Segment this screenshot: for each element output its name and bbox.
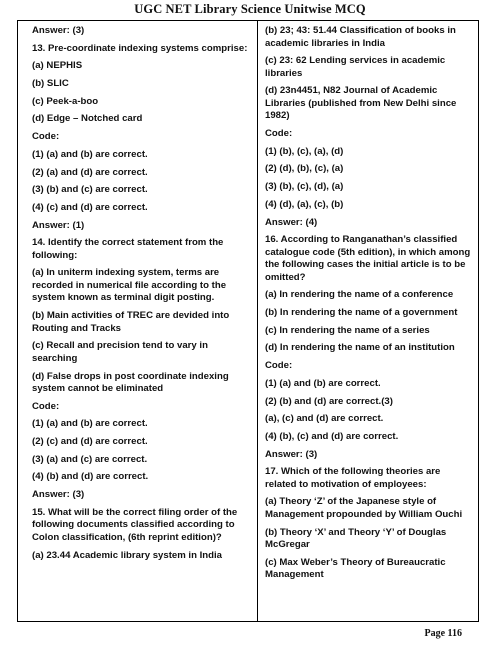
left-column-line: Answer: (3) — [32, 25, 85, 36]
right-column-line: (a) Theory ‘Z’ of the Japanese style of Management propounded by William Ouchi — [265, 496, 463, 520]
left-column-line: (1) (a) and (b) are correct. — [32, 148, 148, 160]
right-column-line: (a) In rendering the name of a conference — [265, 289, 454, 301]
column-divider — [257, 21, 258, 621]
left-column-line: (c) Peek-a-boo — [32, 95, 99, 107]
left-column-line: Code: — [32, 131, 60, 143]
left-column-line: (4) (c) and (d) are correct. — [32, 201, 148, 213]
left-column-line: 15. What will be the correct filing order of the following documents classified according to Colon classification, (6th reprint edition)? — [32, 506, 238, 543]
right-column-line: Code: — [265, 128, 293, 140]
left-column — [32, 25, 250, 567]
left-column-line: (a) In uniterm indexing system, terms are recorded in numerical file according to the system known as terminal digit posting. — [32, 267, 227, 304]
right-column-line: (4) (b), (c) and (d) are correct. — [265, 430, 399, 442]
right-column-line: Code: — [265, 360, 293, 372]
left-column-line: (3) (b) and (c) are correct. — [32, 184, 148, 196]
left-column-line: 13. Pre-coordinate indexing systems comprise: — [32, 42, 248, 54]
left-column-line: (2) (c) and (d) are correct. — [32, 436, 148, 448]
right-column-line: (b) In rendering the name of a government — [265, 307, 458, 319]
right-column-line: (2) (b) and (d) are correct.(3) — [265, 395, 393, 407]
left-column-line: (4) (b) and (d) are correct. — [32, 471, 149, 483]
right-column-line: (1) (b), (c), (a), (d) — [265, 145, 344, 157]
right-column-line: 17. Which of the following theories are related to motivation of employees: — [265, 466, 441, 490]
left-column-line: (3) (a) and (c) are correct. — [32, 453, 148, 465]
right-column-line: (d) In rendering the name of an institution — [265, 342, 455, 354]
left-column-line: Answer: (1) — [32, 219, 85, 231]
left-column-line: (1) (a) and (b) are correct. — [32, 418, 148, 430]
right-column-line: Answer: (3) — [265, 448, 318, 460]
right-column-line: (c) 23: 62 Lending services in academic libraries — [265, 55, 446, 79]
left-column-line: Answer: (3) — [32, 489, 85, 501]
left-column-line: (d) False drops in post coordinate indexing system cannot be eliminated — [32, 370, 229, 394]
right-column-line: (b) 23; 43: 51.44 Classification of books in academic libraries in India — [265, 25, 456, 49]
right-column-line: (1) (a) and (b) are correct. — [265, 377, 381, 389]
right-column-line: (a), (c) and (d) are correct. — [265, 413, 384, 425]
right-column — [265, 25, 474, 587]
left-column-line: (a) 23.44 Academic library system in India — [32, 549, 223, 561]
page-number: Page 116 — [424, 628, 462, 639]
right-column-line: (b) Theory ‘X’ and Theory ‘Y’ of Douglas McGregar — [265, 526, 447, 551]
right-column-line: Answer: (4) — [265, 216, 318, 228]
right-column-line: (4) (d), (a), (c), (b) — [265, 198, 344, 210]
right-column-line: (c) Max Weber’s Theory of Bureaucratic Management — [265, 556, 446, 581]
left-column-line: 14. Identify the correct statement from the following: — [32, 237, 224, 261]
left-column-line: (b) Main activities of TREC are devided into Routing and Tracks — [32, 310, 230, 334]
left-column-line: (d) Edge – Notched card — [32, 113, 143, 125]
right-column-line: (c) In rendering the name of a series — [265, 324, 430, 336]
left-column-line: (a) NEPHIS — [32, 60, 83, 72]
right-column-line: (3) (b), (c), (d), (a) — [265, 181, 344, 193]
page-header-title: UGC NET Library Science Unitwise MCQ — [134, 2, 366, 16]
right-column-line: (2) (d), (b), (c), (a) — [265, 163, 344, 175]
left-column-line: Code: — [32, 400, 60, 412]
left-column-line: (2) (a) and (d) are correct. — [32, 166, 148, 178]
right-column-line: (d) 23n4451, N82 Journal of Academic Libraries (published from New Delhi since 1982) — [265, 85, 457, 122]
left-column-line: (b) SLIC — [32, 78, 69, 90]
left-column-line: (c) Recall and precision tend to vary in searching — [32, 340, 208, 364]
right-column-line: 16. According to Ranganathan’s classified catalogue code (5th edition), in which among the following cases the initial article is to be omitted? — [265, 234, 471, 283]
